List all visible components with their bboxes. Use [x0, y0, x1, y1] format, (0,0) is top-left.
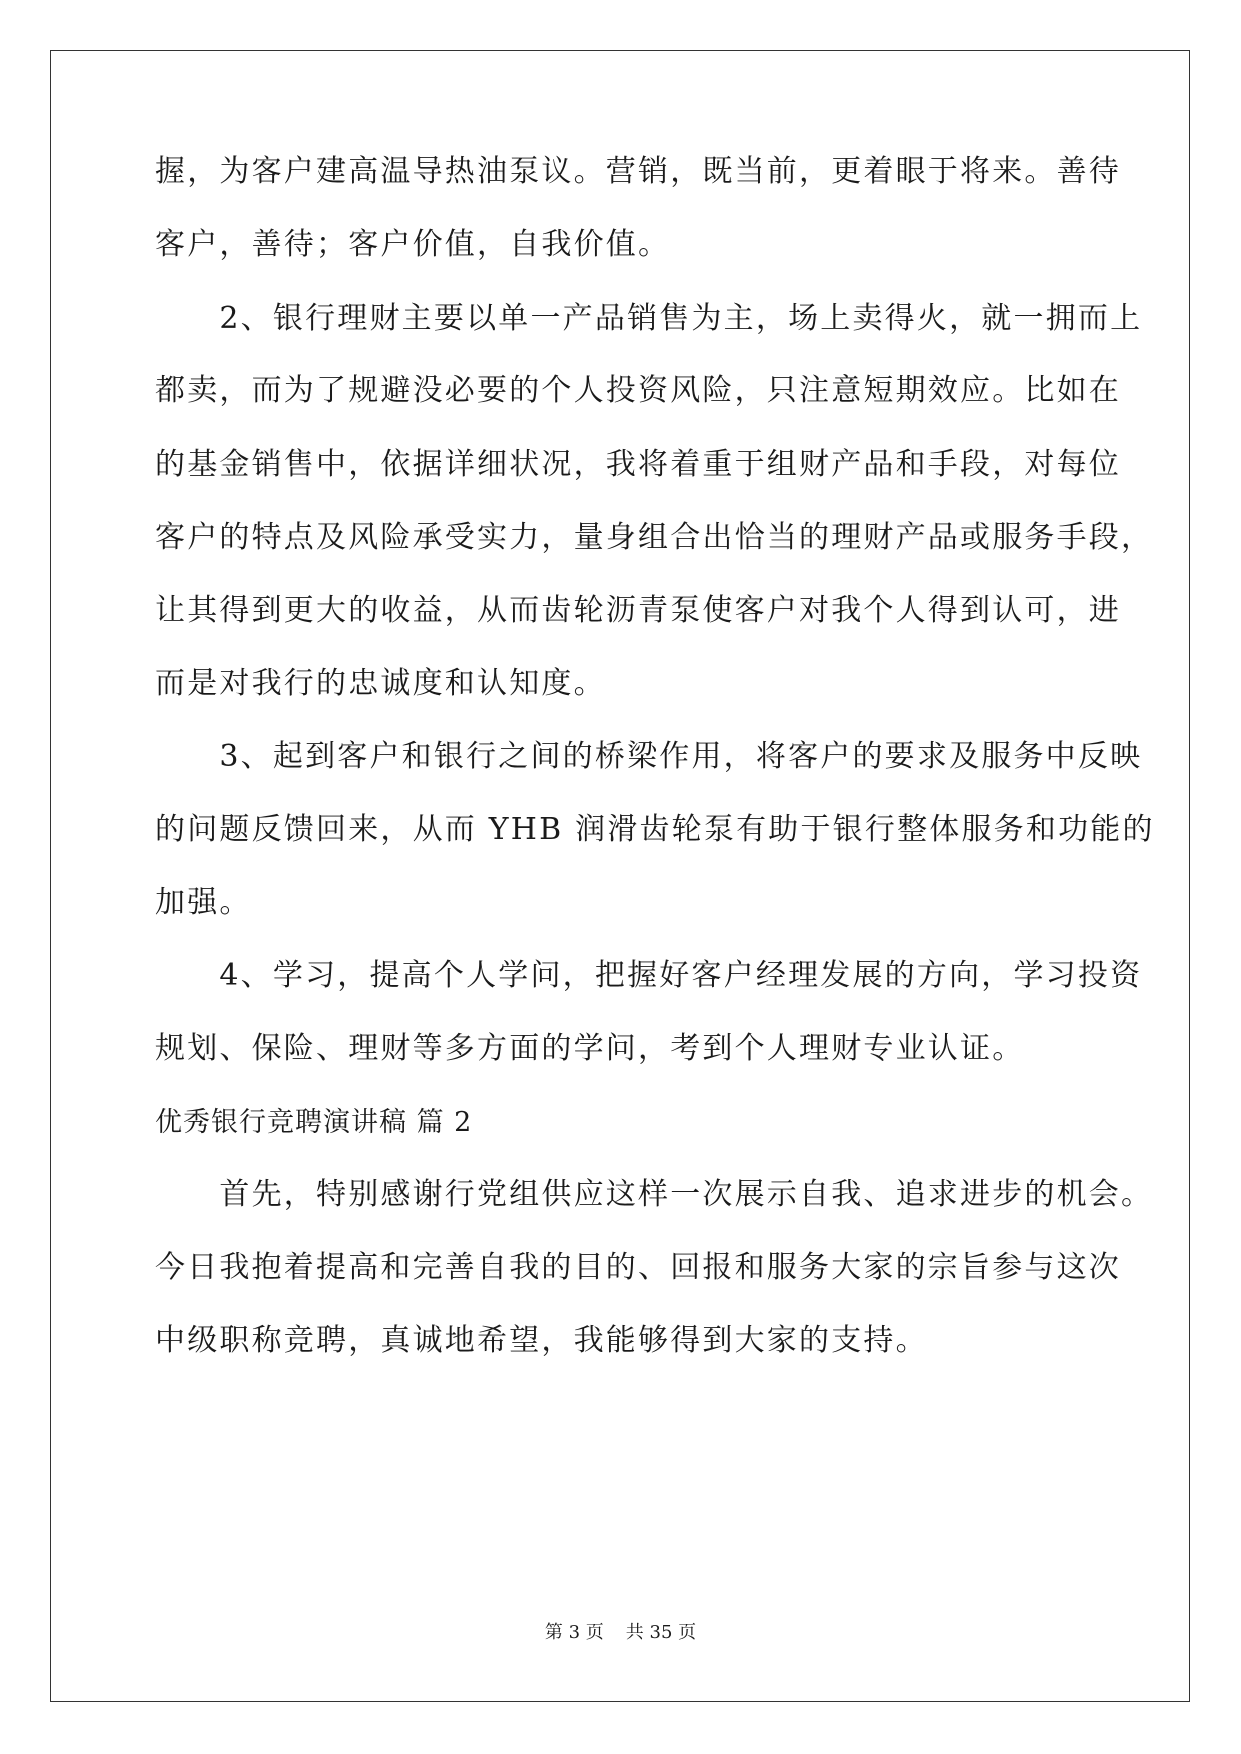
body-line: 客户的特点及风险承受实力，量身组合出恰当的理财产品或服务手段， [155, 520, 1154, 555]
body-line: 的问题反馈回来，从而 YHB 润滑齿轮泵有助于银行整体服务和功能的 [155, 812, 1155, 847]
page-number: 第 3 页 [544, 1622, 604, 1643]
body-line: 都卖，而为了规避没必要的个人投资风险，只注意短期效应。比如在 [155, 373, 1121, 408]
body-line: 今日我抱着提高和完善自我的目的、回报和服务大家的宗旨参与这次 [155, 1250, 1121, 1285]
page-total: 共 35 页 [625, 1622, 697, 1643]
body-line: 握，为客户建高温导热油泵议。营销，既当前，更着眼于将来。善待 [155, 154, 1121, 189]
body-line: 的基金销售中，依据详细状况，我将着重于组财产品和手段，对每位 [155, 447, 1121, 482]
body-line: 客户，善待；客户价值，自我价值。 [155, 227, 671, 262]
paragraph-4-start: 4、学习，提高个人学问，把握好客户经理发展的方向，学习投资 [155, 958, 1143, 993]
page-border [50, 50, 1190, 1702]
body-line: 让其得到更大的收益，从而齿轮沥青泵使客户对我个人得到认可，进 [155, 593, 1121, 628]
body-line: 规划、保险、理财等多方面的学问，考到个人理财专业认证。 [155, 1031, 1025, 1066]
body-line: 加强。 [155, 885, 252, 920]
section-heading: 优秀银行竞聘演讲稿 篇 2 [155, 1107, 473, 1138]
paragraph-2-start: 2、银行理财主要以单一产品销售为主，场上卖得火，就一拥而上 [155, 301, 1143, 336]
paragraph-start: 首先，特别感谢行党组供应这样一次展示自我、追求进步的机会。 [155, 1177, 1154, 1212]
page-footer [0, 1621, 1241, 1645]
body-line: 中级职称竞聘，真诚地希望，我能够得到大家的支持。 [155, 1323, 928, 1358]
body-line: 而是对我行的忠诚度和认知度。 [155, 666, 606, 701]
paragraph-3-start: 3、起到客户和银行之间的桥梁作用，将客户的要求及服务中反映 [155, 739, 1143, 774]
